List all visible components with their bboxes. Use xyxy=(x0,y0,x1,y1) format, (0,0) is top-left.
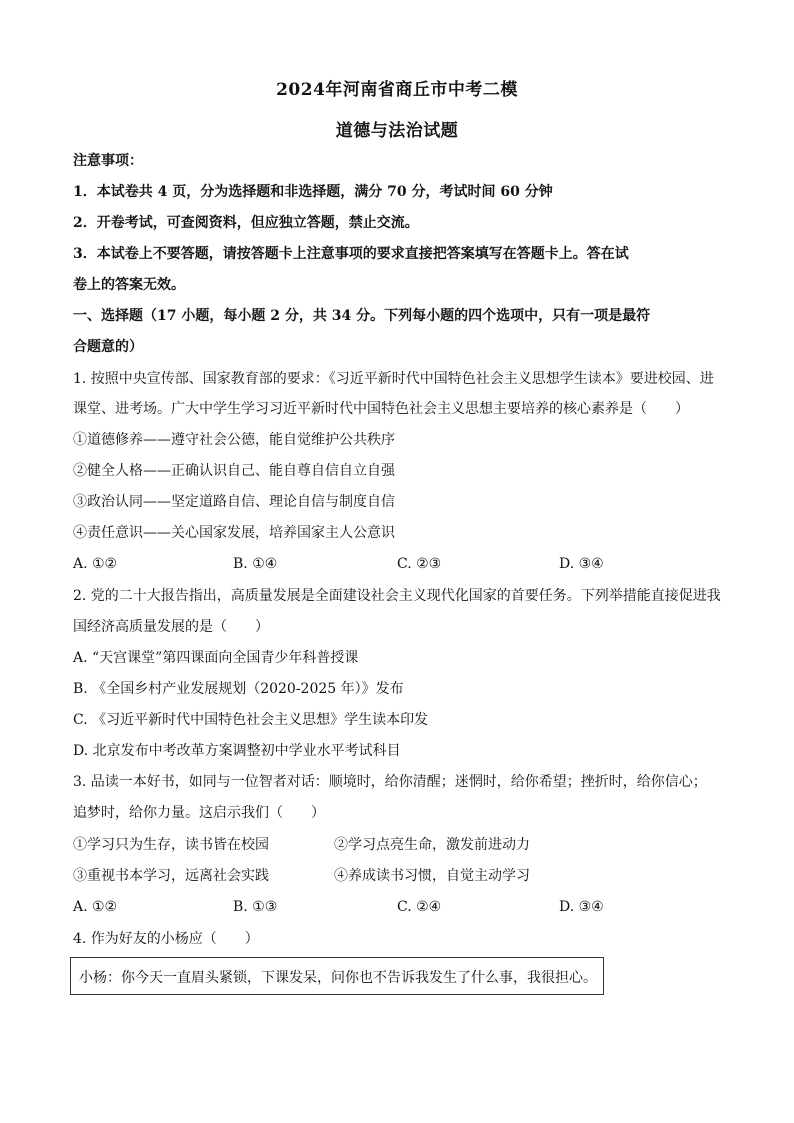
q3-item-1: ①学习只为生存，读书皆在校园 xyxy=(73,837,269,853)
q2-option-a: A. “天宫课堂”第四课面向全国青少年科普授课 xyxy=(73,650,359,666)
notes-heading: 注意事项： xyxy=(73,153,143,169)
q1-option-a: A. ①② xyxy=(73,556,118,572)
q3-option-b: B. ①③ xyxy=(233,899,278,915)
q3-option-a: A. ①② xyxy=(73,899,118,915)
q1-option-d: D. ③④ xyxy=(559,556,604,572)
section-heading-cont: 合题意的） xyxy=(73,339,143,355)
q1-item-4: ④责任意识——关心国家发展，培养国家主人公意识 xyxy=(73,525,395,541)
section-heading: 一、选择题（17 小题，每小题 2 分，共 34 分。下列每小题的四个选项中，只有一项是最符 xyxy=(73,308,651,324)
note-item-1: 1．本试卷共 4 页，分为选择题和非选择题，满分 70 分，考试时间 60 分钟 xyxy=(73,184,553,200)
q3-option-c: C. ②④ xyxy=(397,899,442,915)
q2-stem: 2. 党的二十大报告指出，高质量发展是全面建设社会主义现代化国家的首要任务。下列举措能直接促进我 xyxy=(73,588,721,604)
q3-stem: 3. 品读一本好书，如同与一位智者对话：顺境时，给你清醒；迷惘时，给你希望；挫折时，给你信心； xyxy=(73,774,707,790)
q1-option-c: C. ②③ xyxy=(397,556,442,572)
q1-item-3: ③政治认同——坚定道路自信、理论自信与制度自信 xyxy=(73,494,395,510)
exam-subtitle: 道德与法治试题 xyxy=(335,121,459,141)
q4-material-box xyxy=(70,957,604,995)
q2-stem-cont: 国经济高质量发展的是（ ） xyxy=(73,619,269,635)
q3-option-d: D. ③④ xyxy=(559,899,604,915)
q4-material-text: 小杨：你今天一直眉头紧锁，下课发呆，问你也不告诉我发生了什么事，我很担心。 xyxy=(79,970,597,986)
q1-option-b: B. ①④ xyxy=(233,556,278,572)
q1-stem-cont: 课堂、进考场。广大中学生学习习近平新时代中国特色社会主义思想主要培养的核心素养是（ ） xyxy=(73,401,689,417)
note-item-2: 2．开卷考试，可查阅资料，但应独立答题，禁止交流。 xyxy=(73,215,419,231)
q1-item-1: ①道德修养——遵守社会公德，能自觉维护公共秩序 xyxy=(73,432,395,448)
note-item-3-cont: 卷上的答案无效。 xyxy=(73,277,185,293)
q4-stem: 4. 作为好友的小杨应（ ） xyxy=(73,931,259,947)
q1-item-2: ②健全人格——正确认识自己、能自尊自信自立自强 xyxy=(73,463,395,479)
q3-stem-cont: 追梦时，给你力量。这启示我们（ ） xyxy=(73,805,325,821)
q3-item-3: ③重视书本学习，远离社会实践 xyxy=(73,868,269,884)
q3-item-4: ④养成读书习惯，自觉主动学习 xyxy=(334,868,530,884)
q2-option-d: D. 北京发布中考改革方案调整初中学业水平考试科目 xyxy=(73,743,401,759)
q1-stem: 1. 按照中央宣传部、国家教育部的要求：《习近平新时代中国特色社会主义思想学生读本》要进校园、进 xyxy=(73,371,714,387)
q2-option-b: B. 《全国乡村产业发展规划（2020-2025 年）》发布 xyxy=(73,681,404,697)
exam-title: 2024年河南省商丘市中考二模 xyxy=(276,80,518,100)
q3-item-2: ②学习点亮生命，激发前进动力 xyxy=(334,837,530,853)
note-item-3: 3．本试卷上不要答题，请按答题卡上注意事项的要求直接把答案填写在答题卡上。答在试 xyxy=(73,246,629,262)
q2-option-c: C. 《习近平新时代中国特色社会主义思想》学生读本印发 xyxy=(73,712,429,728)
